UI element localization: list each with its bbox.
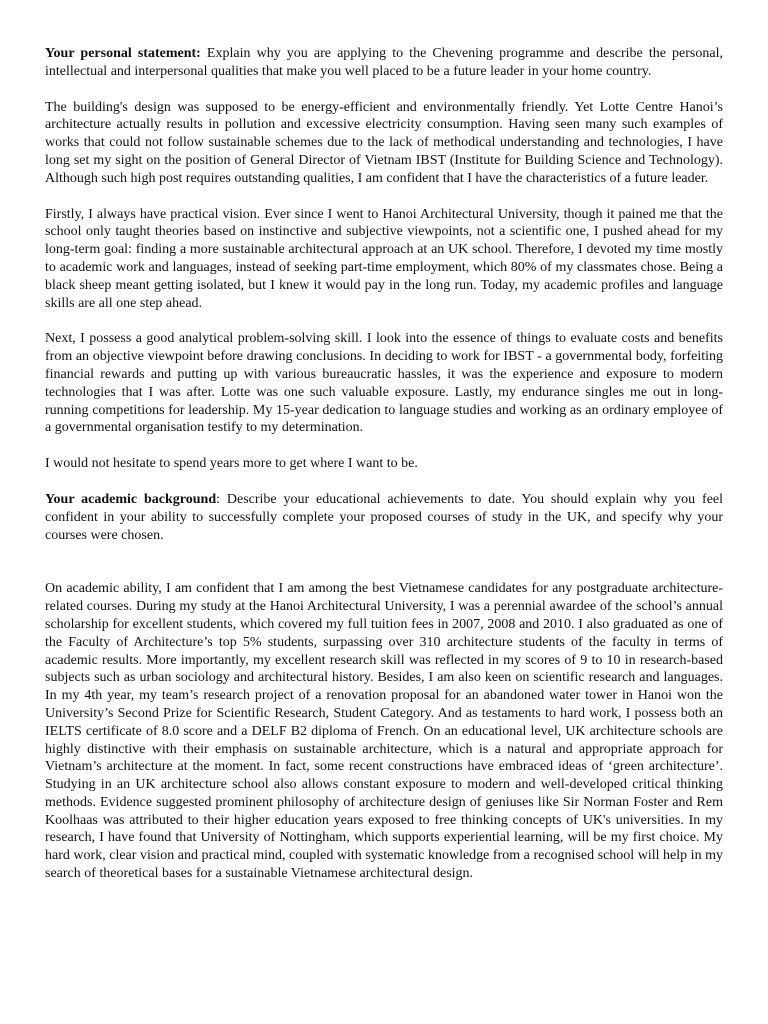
statement-paragraph-closing: I would not hesitate to spend years more to get where I want to be. [45,456,418,472]
statement-paragraph-analytical: Next, I possess a good analytical problem-solving skill. I look into the essence of things to evaluate costs and benefits from an objective viewpoint before drawing conclusions. In deciding to work for IBST - a governmental body, forfeiting financial rewards and putting up with various bureaucratic hassles, it was the experience and exposure to modern technologies that I was after. Lotte was one such valuable exposure. Lastly, my endurance singles me out in long-running competitions for leadership. My 15-year dedication to language studies and working as an ordinary employee of a governmental organisation testify to my determination. [45,331,723,436]
personal-statement-heading: Your personal statement: [45,46,201,61]
spacer [45,473,723,491]
document-page [45,45,723,883]
personal-statement-prompt [45,45,723,81]
personal-statement-prompt-text: Explain why you are applying to the Chevening programme and describe the personal, intellectual and interpersonal qualities that make you well placed to be a future leader in your home country. [45,46,723,79]
statement-paragraph-vision: Firstly, I always have practical vision. Ever since I went to Hanoi Architectural University, though it pained me that the school only taught theories based on instinctive and subjective viewpoints, not a scientific one, I pushed ahead for my long-term goal: finding a more sustainable architectural approach at an UK school. Therefore, I devoted my time mostly to academic work and languages, instead of seeking part-time employment, which 80% of my classmates chose. Being a black sheep meant getting isolated, but I knew it would pay in the long run. Today, my academic profiles and language skills are all one step ahead. [45,206,723,311]
statement-paragraph-intro: The building's design was supposed to be energy-efficient and environmentally friendly. Yet Lotte Centre Hanoi’s architecture actually results in pollution and excessive electricity consumption. Having seen many such examples of works that could not follow sustainable schemes due to the lack of methodical understanding and technologies, I have long set my sight on the position of General Director of Vietnam IBST (Institute for Building Science and Technology). Although such high post requires outstanding qualities, I am confident that I have the characteristics of a future leader. [45,99,723,186]
academic-background-prompt [45,491,723,544]
academic-background-paragraph: On academic ability, I am confident that I am among the best Vietnamese candidates for any postgraduate architecture-related courses. During my study at the Hanoi Architectural University, I was a perennial awardee of the school’s annual scholarship for excellent students, which covered my full tuition fees in 2007, 2008 and 2010. I also graduated as one of the Faculty of Architecture’s top 5% students, surpassing over 310 architecture students of the faculty in terms of academic results. More importantly, my excellent research skill was reflected in my scores of 9 to 10 in research-based subjects such as urban sociology and architectural history. Besides, I am also keen on scientific research and languages. In my 4th year, my team’s research project of a renovation proposal for an abandoned water tower in Hanoi won the University’s Second Prize for Scientific Research, Student Category. And as testaments to hard work, I possess both an IELTS certificate of 8.0 score and a DELF B2 diploma of French. On an educational level, UK architecture schools are highly distinctive with their emphasis on sustainable architecture, which is a natural and appropriate approach for Vietnam’s architecture at the moment. In fact, some recent constructions have embraced ideas of ‘green architecture’. Studying in an UK architecture school also allows constant exposure to modern and well-developed critical thinking methods. Evidence suggested prominent philosophy of architecture design of geniuses like Sir Norman Foster and Rem Koolhaas was attributed to their higher education years exposed to free thinking concepts of UK's universities. In my research, I have found that University of Nottingham, which supports experiential learning, will be my first choice. My hard work, clear vision and practical mind, coupled with systematic knowledge from a recognised school will help in my search of theoretical bases for a sustainable Vietnamese architectural design. [45,581,723,882]
spacer [45,544,723,580]
spacer [45,437,723,455]
spacer [45,188,723,206]
academic-background-heading: Your academic background [45,491,217,507]
spacer [45,312,723,330]
academic-background-prompt-text: : Describe your educational achievements to date. You should explain why you feel confident in your ability to successfully complete your proposed courses of study in the UK, and specify why your courses were chosen. [45,491,724,543]
spacer [45,81,723,99]
